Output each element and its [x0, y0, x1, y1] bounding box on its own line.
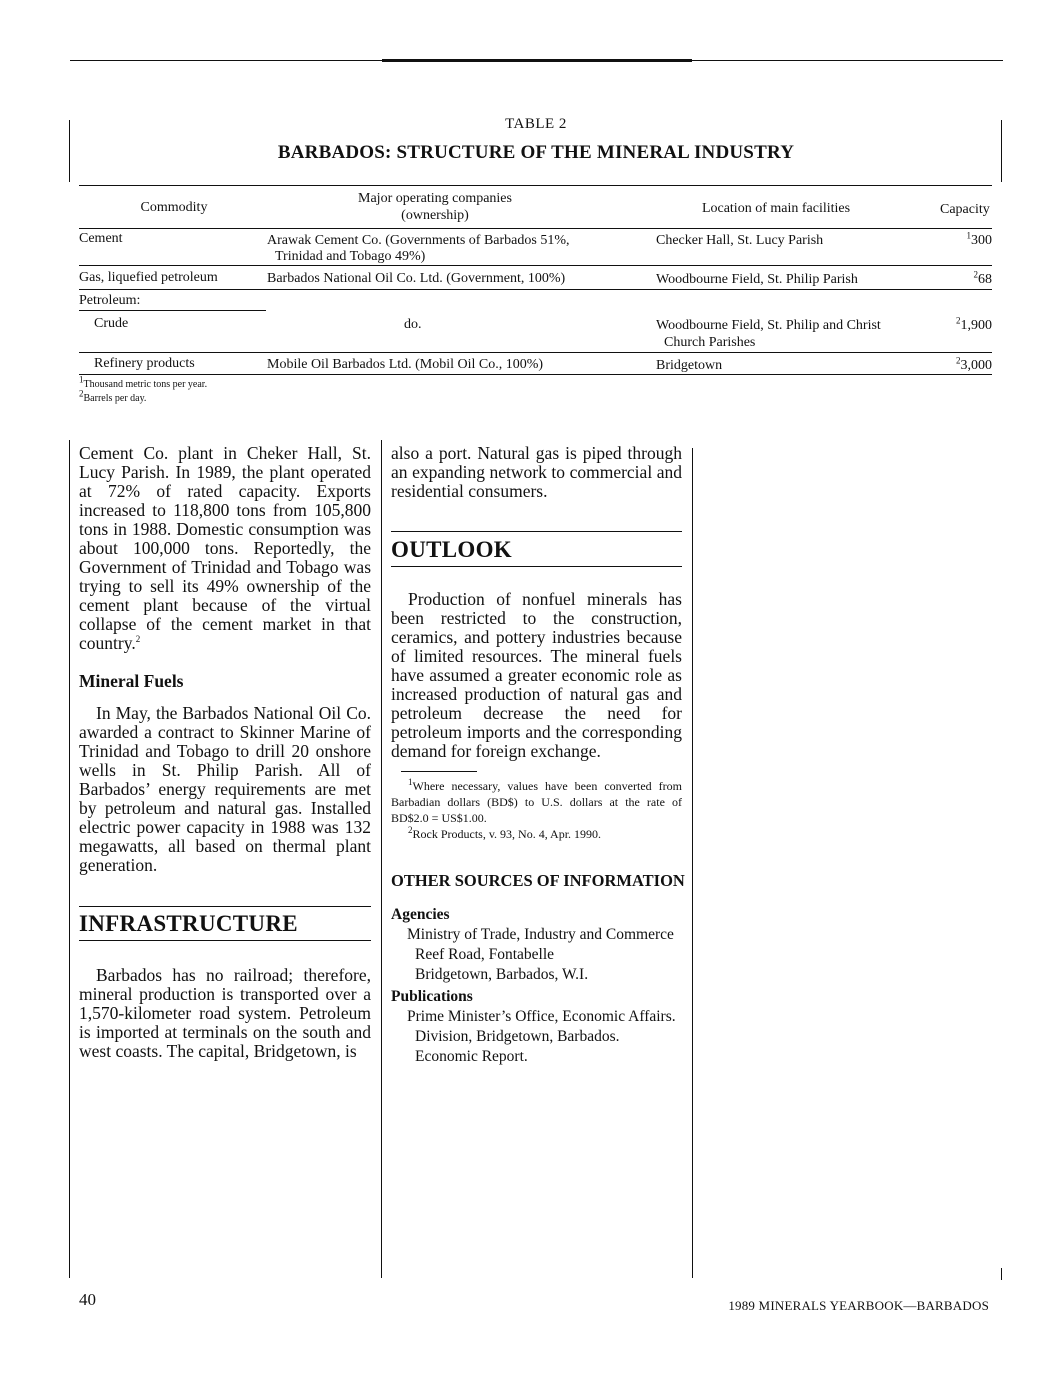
- infrastructure-rule-bottom: [79, 940, 371, 941]
- header-companies-line1: Major operating companies: [358, 191, 512, 206]
- header-capacity: Capacity: [940, 202, 990, 217]
- row-crude-capacity: $^2$1,900: [956, 315, 992, 333]
- col1-paragraph-cement: Cement Co. plant in Cheker Hall, St. Lucy Parish. In 1989, the plant operated at 72% of rated capacity. Exports increased to 118,800 tons from 105,800 tons in 1988. Domestic consumption was about 100,000 tons. Reportedly, the Government of Trinidad and Tobago was trying to sell its 49% ownership of the cement plant because of the virtual collapse of the cement market in that country.$^2$: [79, 443, 371, 653]
- right-margin-rule: [1001, 1268, 1002, 1280]
- col2-paragraph-port: also a port. Natural gas is piped through an expanding network to commercial and residential consumers.: [391, 443, 682, 501]
- mineral-fuels-heading: Mineral Fuels: [79, 671, 184, 691]
- outlook-rule-bottom: [391, 566, 682, 567]
- footnote-rule: [401, 771, 477, 772]
- agencies-label: Agencies: [391, 906, 450, 923]
- top-rule-thick: [382, 59, 692, 62]
- row-cement-capacity: $^1$300: [966, 230, 992, 248]
- row-gas-commodity: Gas, liquefied petroleum: [79, 270, 218, 285]
- row-cement-company: Arawak Cement Co. (Governments of Barbados 51%,: [267, 233, 570, 248]
- column-divider-1: [381, 440, 382, 1278]
- row-cement-commodity: Cement: [79, 231, 123, 246]
- header-companies-line2: (ownership): [401, 208, 469, 223]
- row-crude-location-cont: Church Parishes: [664, 335, 756, 350]
- column-divider-2: [692, 448, 693, 1278]
- infrastructure-heading: INFRASTRUCTURE: [79, 911, 298, 936]
- page-number: 40: [79, 1290, 96, 1309]
- column-2: [391, 444, 682, 501]
- publication-line-1: Prime Minister’s Office, Economic Affairs.: [407, 1008, 676, 1025]
- column-1-infrastructure: [79, 966, 371, 1061]
- footnote-2: $^2$Rock Products, v. 93, No. 4, Apr. 1990.: [408, 825, 602, 841]
- column-1-fuels: [79, 704, 371, 875]
- row-crude-company: do.: [404, 317, 422, 332]
- infrastructure-rule-top: [79, 906, 371, 907]
- header-commodity: Commodity: [140, 200, 208, 215]
- running-title: 1989 MINERALS YEARBOOK—BARBADOS: [728, 1298, 989, 1313]
- row-cement-company-cont: Trinidad and Tobago 49%): [275, 249, 426, 264]
- table-footnote-1: 1Thousand metric tons per year.: [79, 374, 208, 390]
- table-title: BARBADOS: STRUCTURE OF THE MINERAL INDUSTRY: [277, 142, 795, 163]
- row-refinery-company: Mobile Oil Barbados Ltd. (Mobil Oil Co., 100%): [267, 357, 544, 372]
- row-gas-company: Barbados National Oil Co. Ltd. (Government, 100%): [267, 271, 566, 286]
- row-crude-location: Woodbourne Field, St. Philip and Christ: [656, 318, 881, 333]
- row-crude-commodity: Crude: [94, 316, 129, 331]
- row-cement-location: Checker Hall, St. Lucy Parish: [656, 233, 824, 248]
- header-location: Location of main facilities: [701, 201, 851, 216]
- table-header-rule: [79, 228, 992, 229]
- other-sources-heading: OTHER SOURCES OF INFORMATION: [391, 871, 685, 890]
- agency-line-1: Ministry of Trade, Industry and Commerce: [407, 926, 674, 943]
- other-sources-list: [391, 905, 691, 1067]
- table-row-rule: [79, 352, 992, 353]
- col1-paragraph-infrastructure: Barbados has no railroad; therefore, mineral production is transported over a 1,570-kilometer road system. Petroleum is imported at terminals on the south and west coasts. The capital, Bridgetown, is: [79, 965, 371, 1061]
- outlook-rule-top: [391, 531, 682, 532]
- publication-line-3: Economic Report.: [415, 1048, 528, 1065]
- table-row-rule: [79, 310, 266, 311]
- table-row-rule: [79, 289, 992, 290]
- publications-label: Publications: [391, 988, 473, 1005]
- row-refinery-capacity: $^2$3,000: [956, 355, 992, 373]
- row-refinery-commodity: Refinery products: [94, 356, 195, 371]
- col2-paragraph-outlook: Production of nonfuel minerals has been restricted to the construction, ceramics, and pottery industries because of limited resources. The mineral fuels have assumed a greater economic role as increased production of natural gas and petroleum decrease the need for petroleum imports and the corresponding demand for foreign exchange.: [391, 589, 682, 761]
- table-footnote-2: 2Barrels per day.: [79, 388, 147, 404]
- row-petroleum-commodity: Petroleum:: [79, 293, 141, 308]
- table-bottom-rule: [79, 374, 992, 375]
- row-refinery-location: Bridgetown: [656, 358, 723, 373]
- table-caption: TABLE 2: [505, 116, 567, 132]
- col1-paragraph-fuels: In May, the Barbados National Oil Co. awarded a contract to Skinner Marine of Trinidad and Tobago to drill 20 onshore wells in St. Philip Parish. All of Barbados’ energy requirements are met by petroleum and natural gas. Installed electric power capacity in 1988 was 132 megawatts, all based on thermal plant generation.: [79, 703, 371, 875]
- row-gas-capacity: $^2$68: [973, 269, 992, 287]
- column-2-footnotes: [391, 778, 682, 842]
- publication-line-2: Division, Bridgetown, Barbados.: [415, 1028, 620, 1045]
- column-2-outlook: [391, 590, 682, 761]
- column-1: [79, 444, 371, 653]
- agency-line-2: Reef Road, Fontabelle: [415, 946, 555, 963]
- table-top-rule: [79, 185, 992, 186]
- footnote-1: $^1$Where necessary, values have been converted from Barbadian dollars (BD$) to U.S. dollars at the rate of BD$2.0 = US$1.00.: [391, 777, 682, 825]
- row-gas-location: Woodbourne Field, St. Philip Parish: [656, 272, 858, 287]
- agency-line-3: Bridgetown, Barbados, W.I.: [415, 966, 589, 983]
- table-row-rule: [79, 265, 992, 266]
- outlook-heading: OUTLOOK: [391, 537, 512, 562]
- left-margin-rule: [69, 440, 70, 1278]
